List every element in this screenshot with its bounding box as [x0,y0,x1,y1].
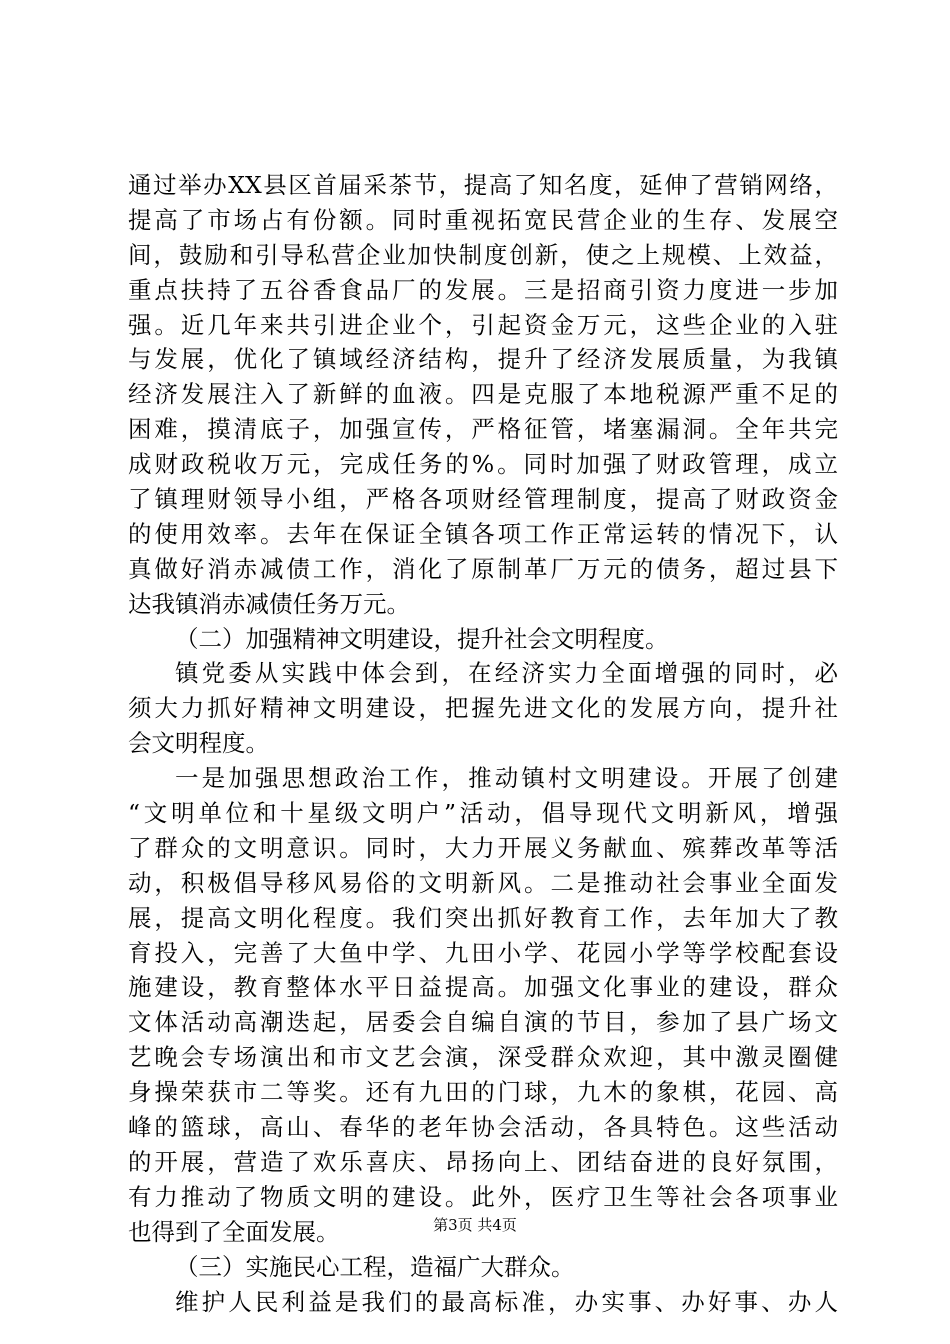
text-line: 峰的篮球，高山、春华的老年协会活动，各具特色。这些活动 [128,1113,838,1142]
text-line: 展，提高文明化程度。我们突出抓好教育工作，去年加大了教 [128,903,838,932]
section-heading: （三）实施民心工程，造福广大群众。 [175,1252,575,1281]
text-line: 育投入，完善了大鱼中学、九田小学、花园小学等学校配套设 [128,938,838,967]
text-line: 身操荣获市二等奖。还有九田的门球，九木的象棋，花园、高 [128,1078,838,1107]
text-line: 了镇理财领导小组，严格各项财经管理制度，提高了财政资金 [128,485,838,514]
text-line: 重点扶持了五谷香食品厂的发展。三是招商引资力度进一步加 [128,275,838,304]
text-line: 强。近几年来共引进企业个，引起资金万元，这些企业的入驻 [128,310,838,339]
text-line: 维护人民利益是我们的最高标准，办实事、办好事、办人 [175,1287,838,1316]
page-footer [0,1215,950,1235]
text-line: 间，鼓励和引导私营企业加快制度创新，使之上规模、上效益， [128,240,838,269]
text-line: 的开展，营造了欢乐喜庆、昂扬向上、团结奋进的良好氛围， [128,1147,838,1176]
text-line: 困难，摸清底子，加强宣传，严格征管，堵塞漏洞。全年共完 [128,415,838,444]
text-line: 施建设，教育整体水平日益提高。加强文化事业的建设，群众 [128,973,838,1002]
section-heading: （二）加强精神文明建设，提升社会文明程度。 [175,624,669,653]
text-line: 的使用效率。去年在保证全镇各项工作正常运转的情况下，认 [128,519,838,548]
text-line: 一是加强思想政治工作，推动镇村文明建设。开展了创建 [175,764,838,793]
text-line: 真做好消赤减债工作，消化了原制革厂万元的债务，超过县下 [128,554,838,583]
text-line: 了群众的文明意识。同时，大力开展义务献血、殡葬改革等活 [128,833,838,862]
text-line: 文体活动高潮迭起，居委会自编自演的节目，参加了县广场文 [128,1008,838,1037]
text-line: 艺晚会专场演出和市文艺会演，深受群众欢迎，其中激灵圈健 [128,1043,838,1072]
text-line: 会文明程度。 [128,729,269,758]
text-line: 成财政税收万元，完成任务的%。同时加强了财政管理，成立 [128,450,838,479]
text-line: 有力推动了物质文明的建设。此外，医疗卫生等社会各项事业 [128,1182,838,1211]
text-line: 动，积极倡导移风易俗的文明新风。二是推动社会事业全面发 [128,868,838,897]
body-text [128,168,838,1319]
text-line: “文明单位和十星级文明户”活动，倡导现代文明新风，增强 [128,799,838,828]
page-number-label: 第3页 共4页 [433,1216,517,1234]
text-line: 与发展，优化了镇域经济结构，提升了经济发展质量，为我镇 [128,345,838,374]
text-line: 达我镇消赤减债任务万元。 [128,589,410,618]
text-line: 也得到了全面发展。 [128,1217,340,1246]
text-line: 经济发展注入了新鲜的血液。四是克服了本地税源严重不足的 [128,380,838,409]
text-line: 通过举办XX县区首届采茶节，提高了知名度，延伸了营销网络， [128,171,838,199]
text-line: 提高了市场占有份额。同时重视拓宽民营企业的生存、发展空 [128,205,838,234]
text-line: 须大力抓好精神文明建设，把握先进文化的发展方向，提升社 [128,694,838,723]
text-line: 镇党委从实践中体会到，在经济实力全面增强的同时，必 [175,659,838,688]
